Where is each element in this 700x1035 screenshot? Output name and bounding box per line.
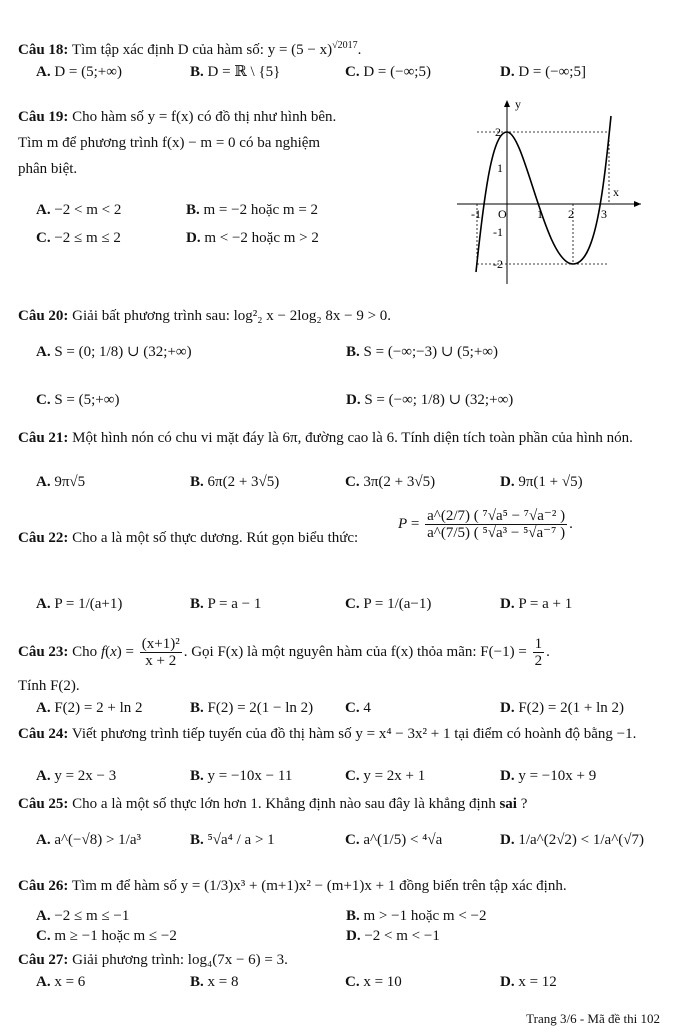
option-letter: D. [500,64,515,80]
fraction [425,508,567,541]
option-c[interactable] [345,830,442,850]
question-label: Câu 23: [18,643,69,660]
option-d[interactable] [346,390,513,410]
question-23-cont [18,676,684,696]
option-letter: C. [36,392,51,408]
option-letter: C. [345,974,360,990]
option-letter: B. [190,768,204,784]
fraction [140,636,182,669]
option-letter: B. [190,474,204,490]
origin-label: O [498,207,507,221]
option-text: 9π√5 [54,474,86,490]
option-d[interactable] [346,926,440,946]
option-letter: A. [36,344,51,360]
option-letter: D. [346,392,361,408]
exponent: √2017 [332,40,358,51]
option-a[interactable] [36,594,122,614]
option-text: F(2) = 2 + ln 2 [54,700,143,716]
denominator: x + 2 [145,653,177,669]
question-text: Cho hàm số y = f(x) có đồ thị như hình bên. [72,109,337,125]
option-a[interactable] [36,472,85,492]
option-letter: D. [500,768,515,784]
option-letter: D. [500,832,515,848]
punct: . [357,42,362,58]
numerator: 1 [534,636,543,652]
option-letter: D. [500,474,515,490]
question-text: Viết phương trình tiếp tuyến của đồ thị hàm số y = x⁴ − 3x² + 1 tại điểm có hoành độ bằng −1. [71,726,637,742]
x-axis-arrow-icon [634,201,641,207]
option-letter: B. [190,832,204,848]
option-text: D = (−∞;5] [518,64,586,80]
option-text: S = (0; 1/8) ∪ (32;+∞) [54,344,192,360]
question-label: Câu 26: [18,878,69,894]
question-text: Cho [72,643,98,660]
option-text: 4 [363,700,371,716]
question-26 [18,876,684,896]
tick-label-y: 1 [497,161,503,175]
option-letter: A. [36,700,51,716]
question-label: Câu 25: [18,796,69,812]
option-text: x = 10 [363,974,402,990]
option-letter: D. [500,700,515,716]
question-label: Câu 27: [18,952,69,968]
question-label: Câu 24: [18,726,69,742]
y-axis-arrow-icon [504,100,510,107]
option-text: 9π(1 + √5) [518,474,583,490]
tick-label-x: 3 [601,207,607,221]
option-letter: C. [345,474,360,490]
option-a[interactable] [36,62,122,82]
option-text: P = a − 1 [207,596,262,612]
option-text: P = 1/(a−1) [363,596,432,612]
question-text: Tìm m để hàm số y = (1/3)x³ + (m+1)x² − (m+1)x + 1 đồng biến trên tập xác định. [71,878,567,894]
option-b[interactable] [190,972,238,992]
option-a[interactable] [36,342,192,362]
option-letter: C. [345,768,360,784]
question-25 [18,794,684,814]
numerator: a^(2/7) ( ⁷√a⁵ − ⁷√a⁻² ) [427,508,566,524]
option-b[interactable] [186,200,318,220]
option-text: 1/a^(2√2) < 1/a^(√7) [518,832,644,848]
question-text: Một hình nón có chu vi mặt đáy là 6π, đường cao là 6. Tính diện tích toàn phần của hình nón. [72,430,633,446]
option-text: S = (−∞;−3) ∪ (5;+∞) [363,344,498,360]
option-d[interactable] [500,766,596,786]
question-text: Cho a là một số thực lớn hơn 1. Khẳng định nào sau đây là khẳng định [72,796,496,812]
option-text: D = (−∞;5) [363,64,431,80]
option-c[interactable] [36,228,121,248]
emphasis: sai [499,796,517,812]
option-text: a^(−√8) > 1/a³ [54,832,142,848]
option-text: x = 6 [54,974,86,990]
option-a[interactable] [36,200,121,220]
option-text: a^(1/5) < ⁴√a [363,832,443,848]
question-text: . Gọi F(x) là một nguyên hàm của f(x) thỏa mãn: F(−1) = [183,643,527,660]
option-text: D = ℝ \ {5} [207,64,281,80]
option-letter: C. [345,596,360,612]
option-text: D = (5;+∞) [54,64,122,80]
option-a[interactable] [36,698,143,718]
option-text: S = (−∞; 1/8) ∪ (32;+∞) [364,392,514,408]
option-b[interactable] [346,342,498,362]
tick-label-x: 2 [568,207,574,221]
option-text: ⁵√a⁴ / a > 1 [207,832,275,848]
expression-p: P = $\frac{\text{a\textasciicircum{}(2/7) ( ⁷√a⁵ − ⁷√a⁻² )}}{\text{a\textasciicircum{}(7/5) ( ⁵√a³ − ⁵√a⁻⁷ )}}$ . [398,508,573,541]
question-text: Tính F(2). [18,678,80,694]
option-c[interactable] [345,972,402,992]
option-b[interactable] [190,594,261,614]
option-letter: B. [186,202,200,218]
option-letter: A. [36,832,51,848]
option-a[interactable] [36,972,85,992]
option-letter: B. [346,344,360,360]
question-22 [18,528,684,548]
option-letter: A. [36,768,51,784]
option-a[interactable] [36,766,116,786]
question-text: phân biệt. [18,161,78,177]
question-23: Câu 23: Cho f(x) = $\frac{\text{(x+1)²}}{x + 2}$ . Gọi F(x) là một nguyên hàm của f(x) thỏa mãn: F(−1) = $\frac{1}{2}$ . [18,636,550,669]
option-letter: C. [36,230,51,246]
option-letter: C. [345,700,360,716]
option-letter: A. [36,474,51,490]
option-letter: D. [500,974,515,990]
page-footer: Trang 3/6 - Mã đề thi 102 [526,1011,660,1026]
question-label: Câu 20: [18,308,69,324]
option-letter: A. [36,596,51,612]
question-text: Cho a là một số thực dương. Rút gọn biểu thức: [72,530,359,546]
question-label: Câu 19: [18,109,69,125]
fraction [533,636,545,669]
y-axis-label: y [515,97,521,111]
question-text: Giải bất phương trình sau: log²₂ x − 2log₂ 8x − 9 > 0. [72,308,392,324]
option-letter: B. [190,700,204,716]
option-letter: B. [190,64,204,80]
option-text: S = (5;+∞) [54,392,120,408]
option-c[interactable] [345,698,371,718]
option-letter: D. [186,230,201,246]
question-label: Câu 22: [18,530,69,546]
question-27 [18,950,684,970]
option-letter: A. [36,202,51,218]
option-c[interactable] [345,594,431,614]
punct: ? [516,796,528,812]
option-d[interactable] [500,830,644,850]
option-a[interactable] [36,830,141,850]
question-label: Câu 18: [18,42,69,58]
option-a[interactable] [36,906,129,926]
option-c[interactable] [36,390,119,410]
option-d[interactable] [500,594,572,614]
option-text: P = a + 1 [518,596,573,612]
option-text: −2 < m < 2 [54,202,122,218]
option-text: y = −10x − 11 [207,768,293,784]
option-d[interactable] [500,698,624,718]
option-text: y = 2x + 1 [363,768,426,784]
option-text: x = 8 [207,974,239,990]
option-letter: B. [190,974,204,990]
option-text: m < −2 hoặc m > 2 [204,230,319,246]
option-text: m = −2 hoặc m = 2 [203,202,319,218]
option-b[interactable] [190,766,292,786]
question-text: Giải phương trình: log₄(7x − 6) = 3. [72,952,288,968]
option-letter: A. [36,974,51,990]
option-letter: C. [345,832,360,848]
option-text: y = −10x + 9 [518,768,597,784]
option-b[interactable] [190,830,275,850]
option-c[interactable] [36,926,177,946]
option-d[interactable] [500,62,586,82]
question-label: Câu 21: [18,430,69,446]
option-text: P = 1/(a+1) [54,596,123,612]
option-text: y = 2x − 3 [54,768,117,784]
option-b[interactable] [346,906,487,926]
option-letter: D. [500,596,515,612]
option-text: m > −1 hoặc m < −2 [363,908,487,924]
denominator: 2 [534,653,543,669]
option-text: 6π(2 + 3√5) [207,474,280,490]
tick-label-y: -2 [493,257,503,271]
question-text: Tìm m để phương trình f(x) − m = 0 có ba nghiệm [18,135,321,151]
option-text: F(2) = 2(1 − ln 2) [207,700,314,716]
option-text: 3π(2 + 3√5) [363,474,436,490]
option-b[interactable] [190,472,279,492]
tick-label-x: 1 [537,207,543,221]
option-letter: B. [190,596,204,612]
option-letter: C. [345,64,360,80]
option-letter: A. [36,908,51,924]
tick-label-y: 2 [495,125,501,139]
x-axis-label: x [613,185,619,199]
question-18 [18,36,684,60]
option-letter: B. [346,908,360,924]
question-text: Tìm tập xác định D của hàm số: y = (5 − x) [71,42,333,58]
option-c[interactable] [345,62,431,82]
option-text: −2 < m < −1 [364,928,440,944]
option-text: −2 ≤ m ≤ −1 [54,908,130,924]
option-letter: A. [36,64,51,80]
option-b[interactable] [190,698,313,718]
function-curve [476,116,611,272]
question-20 [18,306,684,326]
option-text: x = 12 [518,974,557,990]
function-graph [455,96,645,286]
tick-label-y: -1 [493,225,503,239]
denominator: a^(7/5) ( ⁵√a³ − ⁵√a⁻⁷ ) [427,525,566,541]
option-c[interactable] [345,766,425,786]
option-d[interactable] [500,972,557,992]
option-text: −2 ≤ m ≤ 2 [54,230,121,246]
option-letter: C. [36,928,51,944]
option-text: m ≥ −1 hoặc m ≤ −2 [54,928,177,944]
question-21 [18,428,684,448]
option-d[interactable] [186,228,319,248]
question-24 [18,724,684,744]
option-text: F(2) = 2(1 + ln 2) [518,700,625,716]
numerator: (x+1)² [141,636,180,652]
tick-label-x: -1 [471,207,481,221]
option-letter: D. [346,928,361,944]
question-19 [18,104,418,182]
option-c[interactable] [345,472,435,492]
option-d[interactable] [500,472,583,492]
option-b[interactable] [190,62,280,82]
